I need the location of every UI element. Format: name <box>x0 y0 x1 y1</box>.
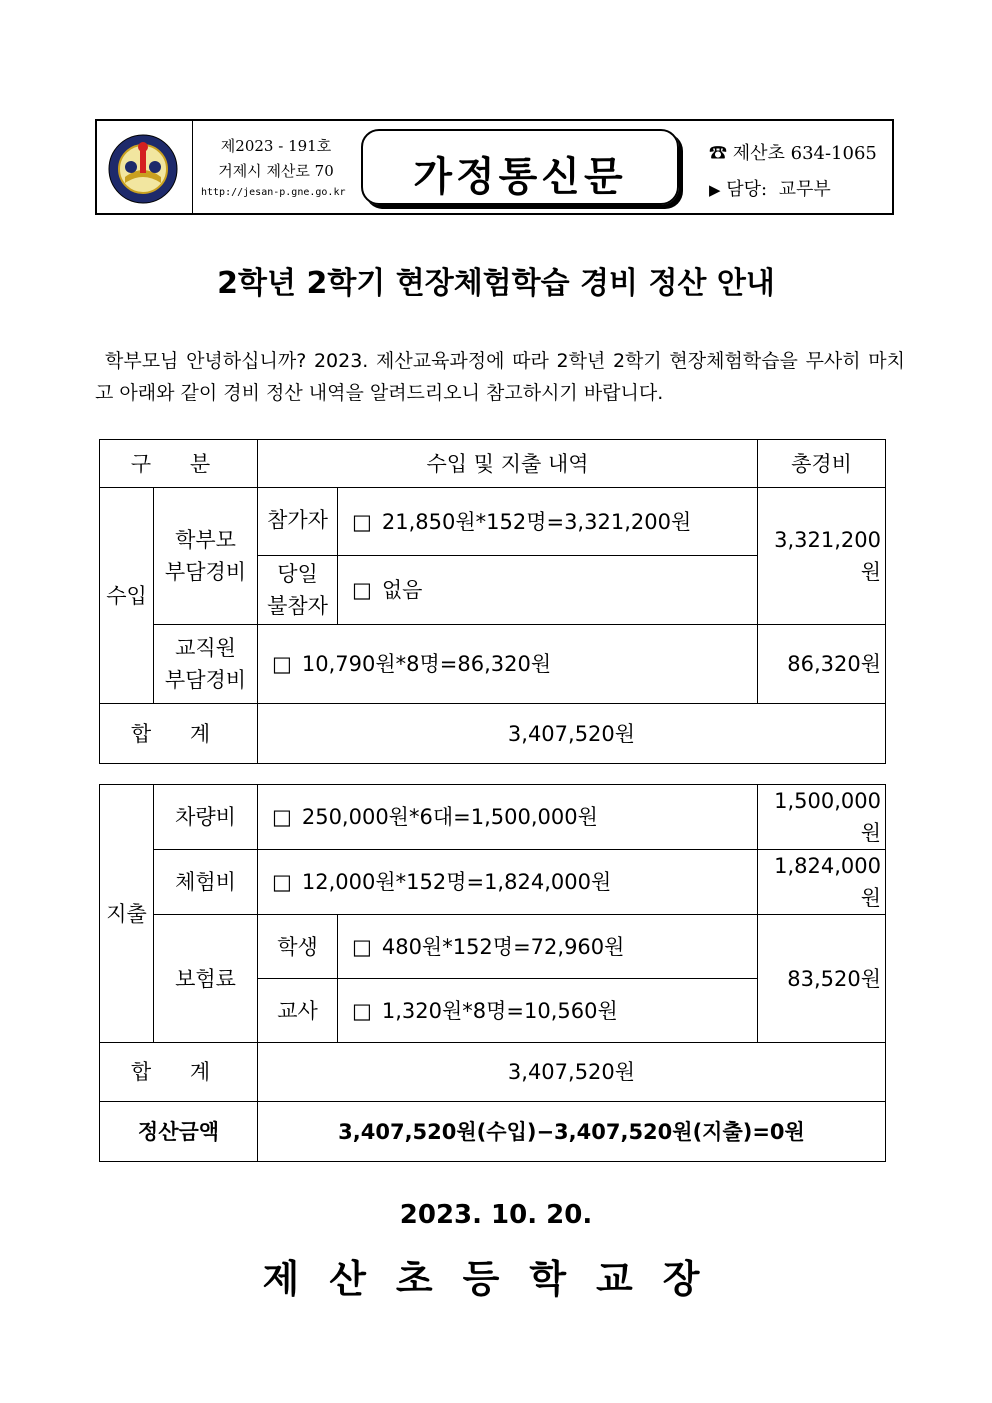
experience-detail-text: 12,000원*152명=1,824,000원 <box>301 870 612 894</box>
student-detail-text: 480원*152명=72,960원 <box>381 934 625 959</box>
expense-sum-value: 3,407,520원 <box>258 1043 886 1102</box>
contact-info <box>709 139 889 201</box>
header-total: 총경비 <box>758 440 886 488</box>
absent-label-line1: 당일 <box>277 562 318 586</box>
principal-signature: 제산초등학교장 <box>262 1257 730 1301</box>
absent-detail-text: 없음 <box>381 578 423 602</box>
issue-number: 제2023 - 191호 <box>220 137 332 155</box>
checkbox-icon: □ <box>272 870 292 894</box>
phone-icon: ☎ <box>709 143 727 164</box>
issue-info <box>201 135 351 198</box>
vehicle-detail <box>258 785 758 850</box>
newsletter-title-box <box>361 129 679 205</box>
staff-label-line1: 교직원 <box>175 636 236 660</box>
staff-total: 86,320원 <box>758 625 886 704</box>
teacher-detail <box>338 979 758 1043</box>
expense-section-label: 지출 <box>100 785 154 1043</box>
absent-detail <box>338 556 758 625</box>
newsletter-header <box>95 119 894 215</box>
insurance-label: 보험료 <box>154 915 258 1043</box>
vehicle-label: 차량비 <box>154 785 258 850</box>
income-sum-value: 3,407,520원 <box>258 704 886 764</box>
student-detail <box>338 915 758 979</box>
intro-paragraph: 학부모님 안녕하십니까? 2023. 제산교육과정에 따라 2학년 2학기 현장체험학습을 무사히 마치고 아래와 같이 경비 정산 내역을 알려드리오니 참고하시기 바랍니다. <box>95 350 905 404</box>
parent-cost-label <box>154 488 258 625</box>
school-url[interactable]: http://jesan-p.gne.go.kr <box>201 187 346 198</box>
experience-label: 체험비 <box>154 850 258 915</box>
header-details: 수입 및 지출 내역 <box>258 440 758 488</box>
checkbox-icon: □ <box>352 998 372 1023</box>
school-logo <box>107 133 179 205</box>
teacher-detail-text: 1,320원*8명=10,560원 <box>381 998 618 1023</box>
settlement-value: 3,407,520원(수입)−3,407,520원(지출)=0원 <box>258 1102 886 1162</box>
newsletter-title: 가정통신문 <box>413 153 627 200</box>
participant-detail <box>338 488 758 556</box>
experience-total: 1,824,000원 <box>758 850 886 915</box>
insurance-total: 83,520원 <box>758 915 886 1043</box>
checkbox-icon: □ <box>272 652 292 676</box>
manager-label: 담당: <box>726 179 768 200</box>
school-address: 거제시 제산로 70 <box>218 162 334 180</box>
absent-label-line2: 불참자 <box>267 594 328 618</box>
income-table <box>99 439 886 764</box>
parent-total: 3,321,200원 <box>758 488 886 625</box>
income-section-label: 수입 <box>100 488 154 704</box>
staff-detail-text: 10,790원*8명=86,320원 <box>301 652 552 676</box>
staff-cost-label <box>154 625 258 704</box>
income-sum-label: 합 계 <box>100 704 258 764</box>
participant-label: 참가자 <box>258 488 338 556</box>
header-category: 구 분 <box>100 440 258 488</box>
manager-name: 교무부 <box>778 179 831 200</box>
document-title: 2학년 2학기 현장체험학습 경비 정산 안내 <box>217 266 775 301</box>
vehicle-detail-text: 250,000원*6대=1,500,000원 <box>301 805 598 829</box>
parent-label-line1: 학부모 <box>175 528 236 552</box>
expense-sum-label: 합 계 <box>100 1043 258 1102</box>
participant-detail-text: 21,850원*152명=3,321,200원 <box>381 509 692 534</box>
checkbox-icon: □ <box>352 578 372 602</box>
teacher-label: 교사 <box>258 979 338 1043</box>
phone-number: 제산초 634-1065 <box>732 143 877 164</box>
issue-date: 2023. 10. 20. <box>399 1200 593 1230</box>
vehicle-total: 1,500,000원 <box>758 785 886 850</box>
experience-detail <box>258 850 758 915</box>
checkbox-icon: □ <box>352 934 372 959</box>
school-logo-cell <box>97 121 193 213</box>
checkbox-icon: □ <box>352 509 372 534</box>
student-label: 학생 <box>258 915 338 979</box>
checkbox-icon: □ <box>272 805 292 829</box>
staff-label-line2: 부담경비 <box>164 668 247 692</box>
arrow-right-icon: ▶ <box>709 181 721 199</box>
expense-table <box>99 784 886 1162</box>
staff-detail <box>258 625 758 704</box>
parent-label-line2: 부담경비 <box>164 560 247 584</box>
settlement-label: 정산금액 <box>100 1102 258 1162</box>
absent-label <box>258 556 338 625</box>
